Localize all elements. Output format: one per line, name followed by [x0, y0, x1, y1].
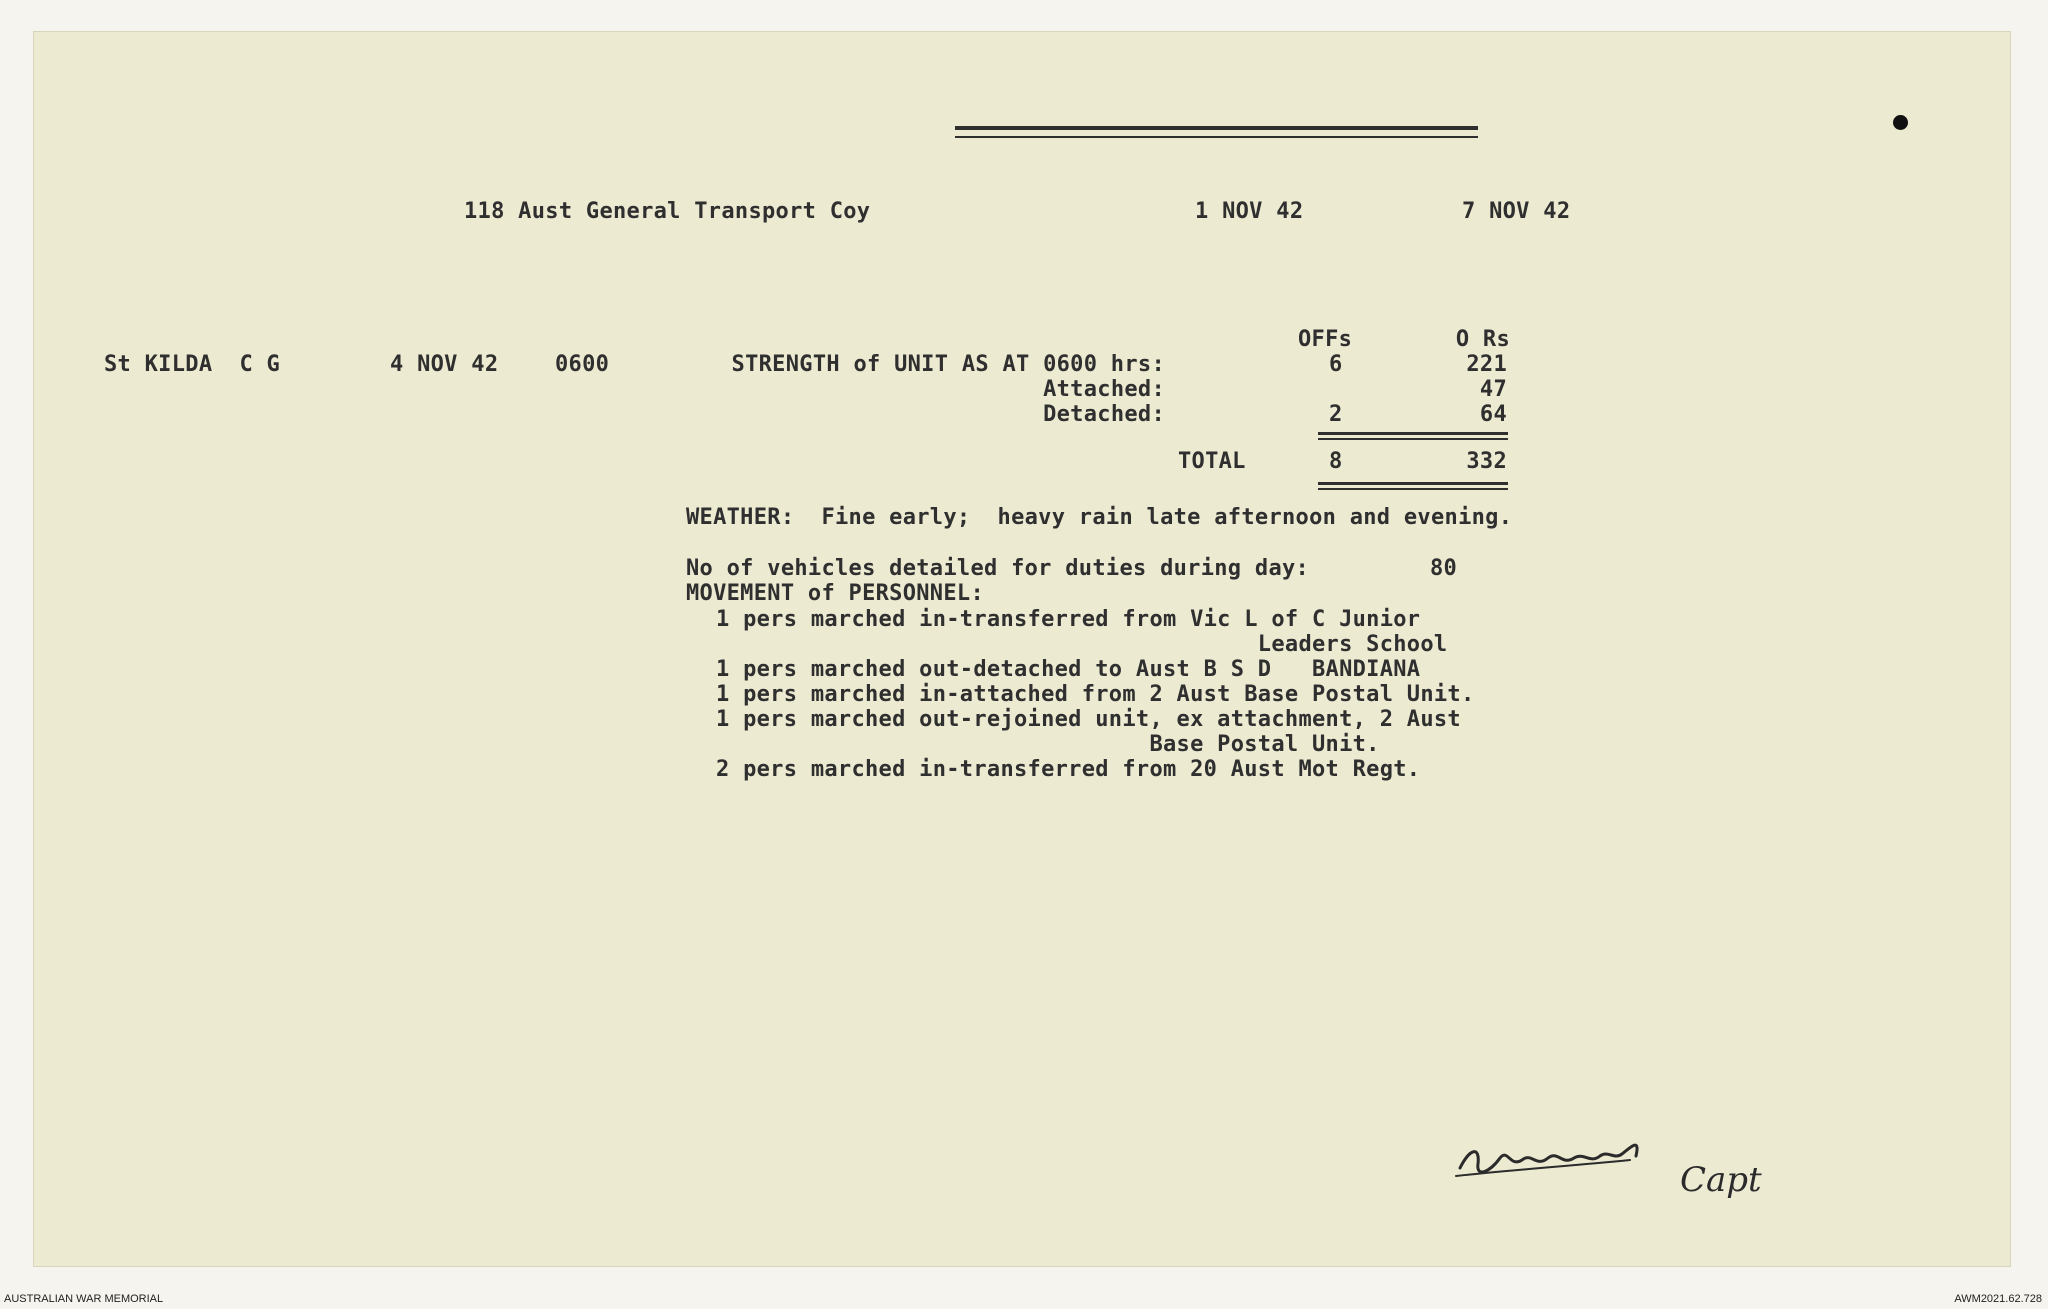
unit-name: 118 Aust General Transport Coy — [464, 199, 871, 224]
detached-offs: 2 — [1329, 402, 1343, 427]
footer-institution: AUSTRALIAN WAR MEMORIAL — [4, 1293, 164, 1305]
total-ors: 332 — [1466, 449, 1507, 474]
col-header-ors: O Rs — [1455, 327, 1510, 352]
movement-line: Base Postal Unit. — [716, 732, 1380, 757]
movement-line: 1 pers marched in-transferred from Vic L of C Junior — [716, 607, 1421, 632]
entry-time: 0600 — [555, 352, 610, 377]
punch-hole — [1893, 115, 1908, 130]
signature-rank: Capt — [1680, 1160, 1762, 1200]
movement-line: 1 pers marched in-attached from 2 Aust Base Postal Unit. — [716, 682, 1475, 707]
subtotal-rule-2 — [1318, 438, 1508, 440]
col-header-offs: OFFs — [1298, 327, 1353, 352]
movement-line: 2 pers marched in-transferred from 20 Aust Mot Regt. — [716, 757, 1421, 782]
detached-label: Detached: — [1043, 402, 1165, 427]
movement-line: Leaders School — [716, 632, 1448, 657]
detached-ors: 64 — [1479, 402, 1507, 427]
attached-label: Attached: — [1043, 377, 1165, 402]
top-rule-2 — [955, 136, 1478, 138]
movement-line: 1 pers marched out-rejoined unit, ex attachment, 2 Aust — [716, 707, 1461, 732]
subtotal-rule-1 — [1318, 432, 1508, 435]
movement-heading: MOVEMENT of PERSONNEL: — [686, 581, 984, 606]
attached-ors: 47 — [1479, 377, 1507, 402]
vehicles-value: 80 — [1430, 556, 1458, 581]
total-offs: 8 — [1329, 449, 1343, 474]
vehicles-label: No of vehicles detailed for duties during day: — [686, 556, 1310, 581]
movement-line: 1 pers marched out-detached to Aust B S D BANDIANA — [716, 657, 1421, 682]
footer-reference: AWM2021.62.728 — [1954, 1293, 2042, 1305]
strength-row-offs: 6 — [1329, 352, 1343, 377]
total-label: TOTAL — [1178, 449, 1246, 474]
strength-row-ors: 221 — [1466, 352, 1507, 377]
strength-row-label: STRENGTH of UNIT AS AT 0600 hrs: — [731, 352, 1165, 377]
weather-line: WEATHER: Fine early; heavy rain late afternoon and evening. — [686, 505, 1513, 530]
total-rule-2 — [1318, 488, 1508, 490]
entry-date: 4 NOV 42 — [390, 352, 499, 377]
total-rule-1 — [1318, 482, 1508, 485]
top-rule-1 — [955, 126, 1478, 130]
entry-place: St KILDA C G — [104, 352, 281, 377]
date-from: 1 NOV 42 — [1195, 199, 1304, 224]
date-to: 7 NOV 42 — [1462, 199, 1571, 224]
